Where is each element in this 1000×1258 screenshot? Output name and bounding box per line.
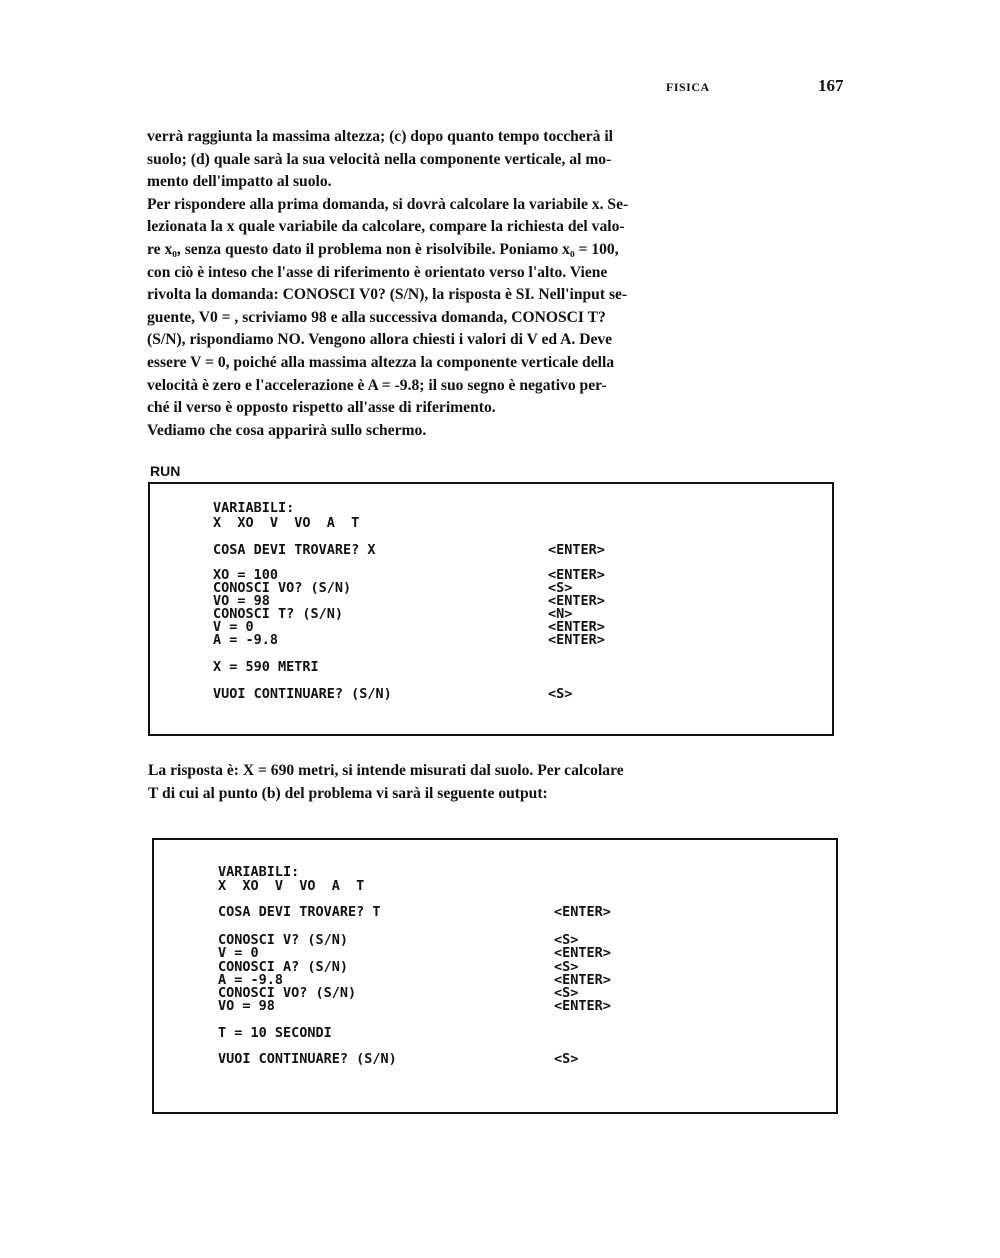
text-line: Vediamo che cosa apparirà sullo schermo. — [147, 421, 427, 439]
page-header — [0, 72, 1000, 102]
terminal-line: A = -9.8 — [213, 632, 279, 648]
terminal-line: V = 0 — [213, 619, 254, 635]
text-line: con ciò è inteso che l'asse di riferimento è orientato verso l'alto. Viene — [147, 263, 608, 281]
find-question: COSA DEVI TROVARE? X — [213, 542, 376, 558]
terminal-line: CONOSCI VO? (S/N) — [213, 580, 352, 596]
key-label: <N> — [548, 606, 573, 622]
terminal-line: V = 0 — [218, 945, 259, 961]
variables-header: VARIABILI: — [213, 500, 295, 516]
text-line: rivolta la domanda: CONOSCI V0? (S/N), la risposta è SI. Nell'input se- — [147, 286, 628, 304]
text-line: guente, V0 = , scriviamo 98 e alla successiva domanda, CONOSCI T? — [147, 308, 606, 326]
result-line: X = 590 METRI — [213, 659, 319, 675]
key-label: <S> — [554, 932, 579, 948]
text-line: essere V = 0, poiché alla massima altezza la componente verticale della — [147, 353, 615, 371]
variables-list: X XO V VO A T — [218, 878, 365, 894]
section-title: FISICA — [666, 80, 710, 94]
key-label: <ENTER> — [554, 972, 611, 988]
text-line: mento dell'impatto al suolo. — [147, 173, 332, 191]
key-label: <ENTER> — [554, 998, 611, 1014]
result-line: T = 10 SECONDI — [218, 1025, 332, 1041]
terminal-line: CONOSCI V? (S/N) — [218, 932, 349, 948]
text-line: velocità è zero e l'accelerazione è A = -9.8; il suo segno è negativo per- — [147, 376, 607, 394]
text-line: (S/N), rispondiamo NO. Vengono allora chiesti i valori di V ed A. Deve — [147, 331, 613, 349]
text-line: suolo; (d) quale sarà la sua velocità nella componente verticale, al mo- — [147, 150, 612, 168]
key-label: <S> — [554, 1051, 579, 1067]
terminal-output-1 — [148, 482, 834, 736]
key-label: <ENTER> — [548, 567, 605, 583]
page-number: 167 — [818, 76, 844, 95]
find-question: COSA DEVI TROVARE? T — [218, 904, 381, 920]
terminal-output-2 — [152, 838, 838, 1114]
key-label: <S> — [554, 959, 579, 975]
middle-paragraph — [148, 760, 728, 805]
text-line: lezionata la x quale variabile da calcolare, compare la richiesta del valo- — [147, 218, 625, 236]
key-label: <ENTER> — [554, 904, 611, 920]
terminal-line: VO = 98 — [218, 998, 275, 1014]
key-label: <ENTER> — [548, 632, 605, 648]
key-label: <S> — [548, 686, 573, 702]
terminal-line: CONOSCI A? (S/N) — [218, 959, 349, 975]
intro-paragraph — [147, 126, 713, 442]
key-label: <ENTER> — [548, 542, 605, 558]
run-label: RUN — [150, 463, 181, 479]
variables-list: X XO V VO A T — [213, 515, 360, 531]
key-label: <S> — [554, 985, 579, 1001]
variables-header: VARIABILI: — [218, 864, 300, 880]
terminal-line: A = -9.8 — [218, 972, 284, 988]
text-line: verrà raggiunta la massima altezza; (c) dopo quanto tempo toccherà il — [147, 128, 614, 145]
key-label: <ENTER> — [548, 619, 605, 635]
text-line: Per rispondere alla prima domanda, si dovrà calcolare la variabile x. Se- — [147, 195, 629, 213]
terminal-line: XO = 100 — [213, 567, 279, 583]
terminal-line: VO = 98 — [213, 593, 270, 609]
text-line: T di cui al punto (b) del problema vi sarà il seguente output: — [148, 784, 548, 802]
continue-question: VUOI CONTINUARE? (S/N) — [213, 686, 392, 702]
key-label: <ENTER> — [554, 945, 611, 961]
key-label: <ENTER> — [548, 593, 605, 609]
text-line: ché il verso è opposto rispetto all'asse di riferimento. — [147, 399, 496, 417]
text-line: re x₀, senza questo dato il problema non è risolvibile. Poniamo x₀ = 100, — [147, 240, 619, 258]
text-line: La risposta è: X = 690 metri, si intende misurati dal suolo. Per calcolare — [148, 762, 624, 779]
continue-question: VUOI CONTINUARE? (S/N) — [218, 1051, 397, 1067]
terminal-line: CONOSCI T? (S/N) — [213, 606, 344, 622]
terminal-line: CONOSCI VO? (S/N) — [218, 985, 357, 1001]
key-label: <S> — [548, 580, 573, 596]
